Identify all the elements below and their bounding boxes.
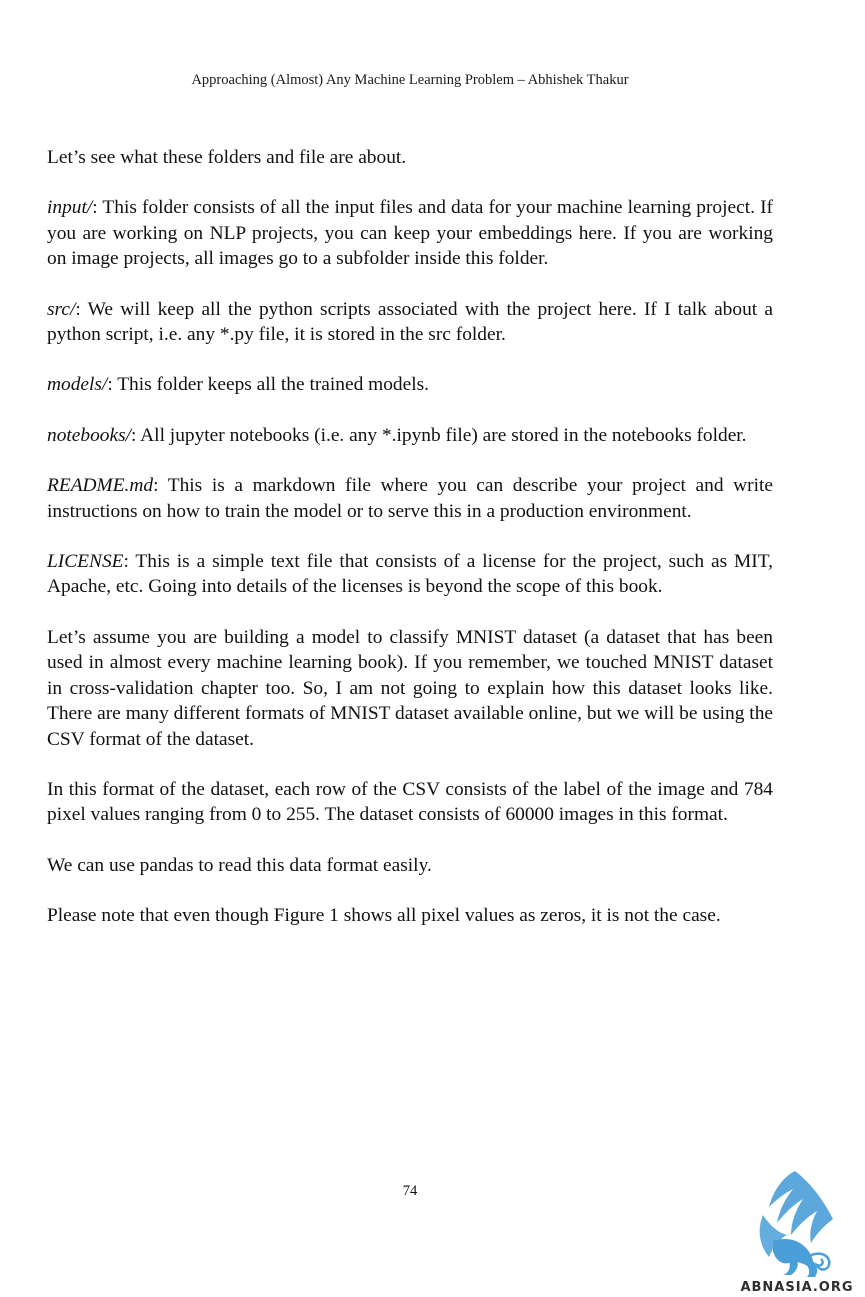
paragraph-readme-file <box>47 473 773 524</box>
description-license-file: : This is a simple text file that consists of a license for the project, such as MIT, Apache, etc. Going into details of the licenses is beyond the scope of this book. <box>47 551 773 598</box>
watermark-text: ABNASIA.ORG <box>740 1280 854 1295</box>
term-notebooks-folder: notebooks/ <box>47 424 132 446</box>
winged-lion-icon <box>733 1163 861 1293</box>
description-readme-file: : This is a markdown file where you can describe your project and write instructions on how to train the model or to serve this in a production environment. <box>47 475 773 522</box>
paragraph-license-file <box>47 549 773 600</box>
term-src-folder: src/ <box>47 298 76 320</box>
term-readme-file: README.md <box>47 475 154 497</box>
paragraph-pandas: We can use pandas to read this data format easily. <box>47 854 432 876</box>
paragraph-src-folder <box>47 297 773 348</box>
term-input-folder: input/ <box>47 197 93 219</box>
description-models-folder: : This folder keeps all the trained models. <box>107 374 429 396</box>
term-license-file: LICENSE <box>47 551 124 573</box>
paragraph-csv-format: In this format of the dataset, each row of the CSV consists of the label of the image and 784 pixel values ranging from 0 to 255. The dataset consists of 60000 images in this format. <box>47 778 773 826</box>
description-notebooks-folder: : All jupyter notebooks (i.e. any *.ipynb file) are stored in the notebooks folder. <box>131 424 747 446</box>
paragraph-notebooks-folder <box>47 423 773 448</box>
paragraph-input-folder <box>47 195 773 271</box>
paragraph-figure-note: Please note that even though Figure 1 shows all pixel values as zeros, it is not the case. <box>47 905 721 927</box>
paragraph-mnist: Let’s assume you are building a model to classify MNIST dataset (a dataset that has been used in almost every machine learning book). If you remember, we touched MNIST dataset in cross-validation chapter too. So, I am not going to explain how this dataset looks like. There are many different formats of MNIST dataset available online, but we will be using the CSV format of the dataset. <box>47 626 773 750</box>
paragraph-models-folder <box>47 372 773 397</box>
term-models-folder: models/ <box>47 374 108 396</box>
paragraph-intro: Let’s see what these folders and file are about. <box>47 147 407 168</box>
description-input-folder: : This folder consists of all the input files and data for your machine learning project. If you are working on NLP projects, you can keep your embeddings here. If you are working on image projects, all images go to a subfolder inside this folder. <box>47 197 773 270</box>
description-src-folder: : We will keep all the python scripts associated with the project here. If I talk about a python script, i.e. any *.py file, it is stored in the src folder. <box>47 298 773 346</box>
page-body <box>47 145 773 954</box>
running-header: Approaching (Almost) Any Machine Learning Problem – Abhishek Thakur <box>191 72 629 88</box>
page-number: 74 <box>402 1183 418 1199</box>
